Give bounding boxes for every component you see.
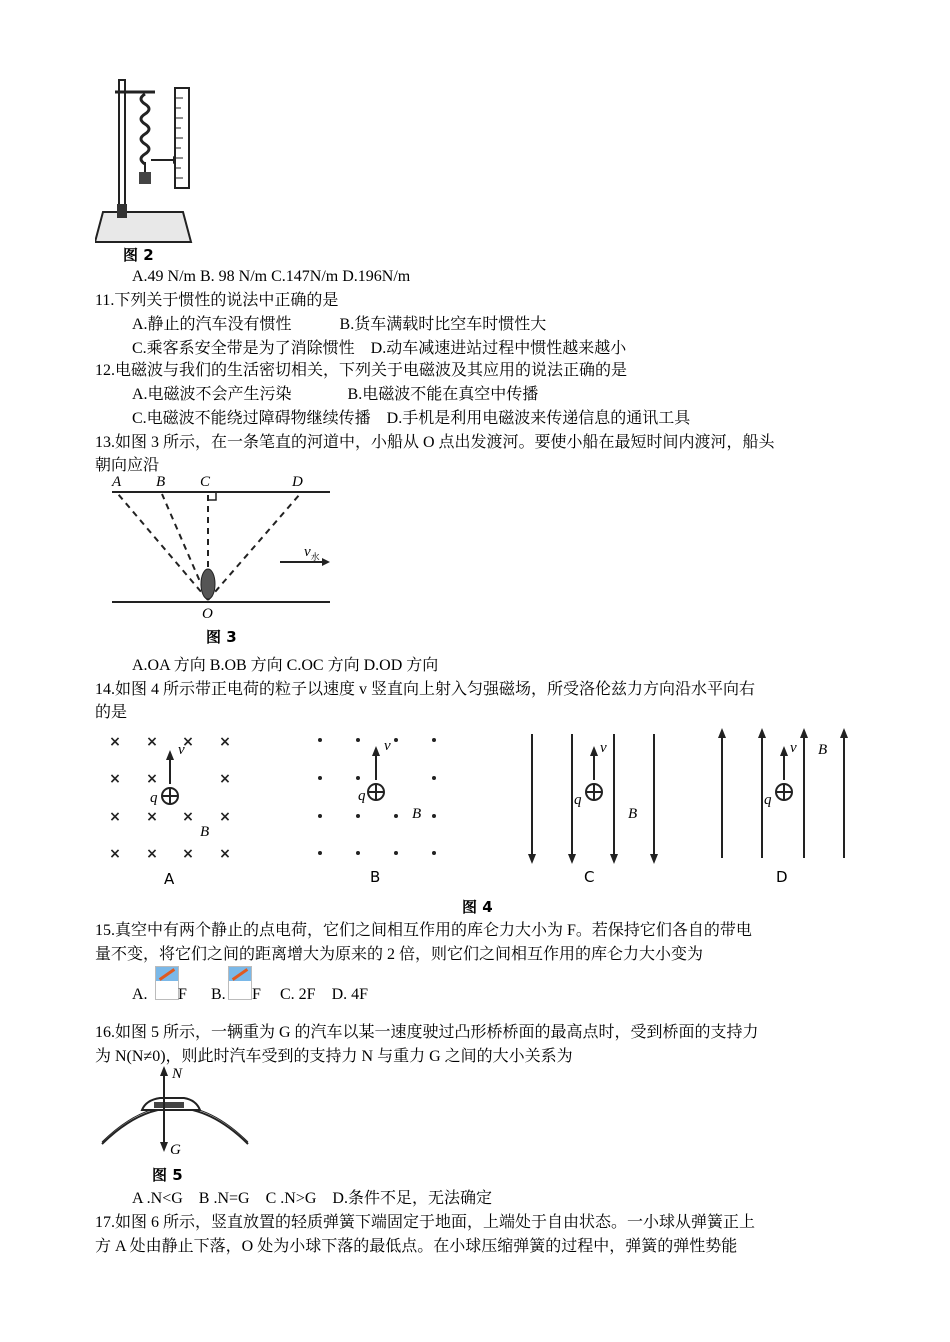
figure-2-caption: 图 2 bbox=[123, 246, 154, 264]
figure-4a-v-label: v bbox=[178, 742, 185, 758]
q16-options: A .N<G B .N=G C .N>G D.条件不足，无法确定 bbox=[132, 1190, 492, 1207]
svg-text:×: × bbox=[109, 734, 121, 750]
figure-3-label-c: C bbox=[200, 474, 211, 490]
q13-stem-1: 13.如图 3 所示，在一条笔直的河道中，小船从 O 点出发渡河。要使小船在最短时间内渡河，船头 bbox=[95, 434, 775, 451]
figure-4-label-a: A bbox=[164, 870, 175, 888]
q15-stem-1: 15.真空中有两个静止的点电荷，它们之间相互作用的库仑力大小为 F。若保持它们各自的带电 bbox=[95, 922, 752, 939]
q15-options-cd: C. 2F D. 4F bbox=[280, 986, 369, 1003]
figure-4d-v-label: v bbox=[790, 740, 797, 756]
svg-text:×: × bbox=[109, 771, 121, 787]
fraction-image-placeholder bbox=[228, 966, 252, 1000]
q11-stem: 11.下列关于惯性的说法中正确的是 bbox=[95, 292, 339, 309]
q14-stem-1: 14.如图 4 所示带正电荷的粒子以速度 v 竖直向上射入匀强磁场，所受洛伦兹力方向沿水平向右 bbox=[95, 681, 756, 698]
q11-options-2: C.乘客系安全带是为了消除惯性 D.动车减速进站过程中惯性越来越小 bbox=[132, 340, 627, 357]
q17-stem-1: 17.如图 6 所示，竖直放置的轻质弹簧下端固定于地面，上端处于自由状态。一小球从弹簧正上 bbox=[95, 1214, 756, 1231]
svg-text:×: × bbox=[146, 734, 158, 750]
q15-option-b: B. bbox=[211, 986, 226, 1003]
figure-4a-b-label: B bbox=[200, 824, 210, 840]
svg-text:×: × bbox=[182, 846, 194, 862]
svg-text:×: × bbox=[109, 809, 121, 825]
figure-4-magnetic-fields bbox=[100, 726, 860, 866]
svg-text:×: × bbox=[219, 771, 231, 787]
figure-4d-q-label: q bbox=[764, 792, 772, 808]
svg-text:×: × bbox=[219, 809, 231, 825]
figure-4-label-b: B bbox=[370, 868, 381, 886]
svg-text:×: × bbox=[146, 809, 158, 825]
figure-4a-q-label: q bbox=[150, 790, 158, 806]
q12-options-2: C.电磁波不能绕过障碍物继续传播 D.手机是利用电磁波来传递信息的通讯工具 bbox=[132, 410, 691, 427]
q11-options-1: A.静止的汽车没有惯性 B.货车满载时比空车时惯性大 bbox=[132, 316, 547, 333]
q15-option-a: A. bbox=[132, 986, 148, 1003]
q12-options-1: A.电磁波不会产生污染 B.电磁波不能在真空中传播 bbox=[132, 386, 539, 403]
figure-5-g-label: G bbox=[170, 1142, 181, 1158]
q12-stem: 12.电磁波与我们的生活密切相关，下列关于电磁波及其应用的说法正确的是 bbox=[95, 362, 628, 379]
figure-4c-q-label: q bbox=[574, 792, 582, 808]
fraction-image-placeholder bbox=[155, 966, 179, 1000]
figure-4b-q-label: q bbox=[358, 788, 366, 804]
q15-option-a-unit: F bbox=[178, 986, 187, 1003]
figure-3-label-o: O bbox=[202, 606, 213, 622]
q15-stem-2: 量不变，将它们之间的距离增大为原来的 2 倍，则它们之间相互作用的库仑力大小变为 bbox=[95, 946, 704, 963]
q13-options: A.OA 方向 B.OB 方向 C.OC 方向 D.OD 方向 bbox=[132, 657, 439, 674]
figure-5-caption: 图 5 bbox=[152, 1166, 183, 1184]
svg-text:×: × bbox=[146, 771, 158, 787]
svg-text:×: × bbox=[219, 846, 231, 862]
svg-text:×: × bbox=[219, 734, 231, 750]
figure-4-label-c: C bbox=[584, 868, 595, 886]
svg-text:×: × bbox=[146, 846, 158, 862]
q17-stem-2: 方 A 处由静止下落，O 处为小球下落的最低点。在小球压缩弹簧的过程中，弹簧的弹性势能 bbox=[95, 1238, 738, 1255]
figure-3-label-b: B bbox=[156, 474, 166, 490]
q15-option-b-unit: F bbox=[252, 986, 261, 1003]
figure-2-spring-stand bbox=[95, 72, 205, 272]
svg-text:×: × bbox=[182, 809, 194, 825]
q16-stem-2: 为 N(N≠0)，则此时汽车受到的支持力 N 与重力 G 之间的大小关系为 bbox=[95, 1048, 573, 1065]
q10-options: A.49 N/m B. 98 N/m C.147N/m D.196N/m bbox=[132, 268, 411, 285]
figure-3-label-d: D bbox=[292, 474, 303, 490]
q14-stem-2: 的是 bbox=[95, 704, 128, 721]
svg-text:×: × bbox=[109, 846, 121, 862]
figure-4c-v-label: v bbox=[600, 740, 607, 756]
figure-5-n-label: N bbox=[172, 1066, 183, 1082]
svg-text:×: × bbox=[182, 734, 194, 750]
q13-stem-2: 朝向应沿 bbox=[95, 457, 160, 474]
figure-3-label-a: A bbox=[112, 474, 122, 490]
figure-4-label-d: D bbox=[776, 868, 788, 886]
figure-4d-b-label: B bbox=[818, 742, 828, 758]
figure-4b-v-label: v bbox=[384, 738, 391, 754]
figure-4c-b-label: B bbox=[628, 806, 638, 822]
figure-3-velocity-label: $v_水$ bbox=[304, 544, 320, 562]
figure-4-caption: 图 4 bbox=[462, 898, 493, 916]
figure-4b-b-label: B bbox=[412, 806, 422, 822]
figure-3-caption: 图 3 bbox=[206, 628, 237, 646]
q16-stem-1: 16.如图 5 所示，一辆重为 G 的汽车以某一速度驶过凸形桥桥面的最高点时，受到桥面的支持力 bbox=[95, 1024, 759, 1041]
